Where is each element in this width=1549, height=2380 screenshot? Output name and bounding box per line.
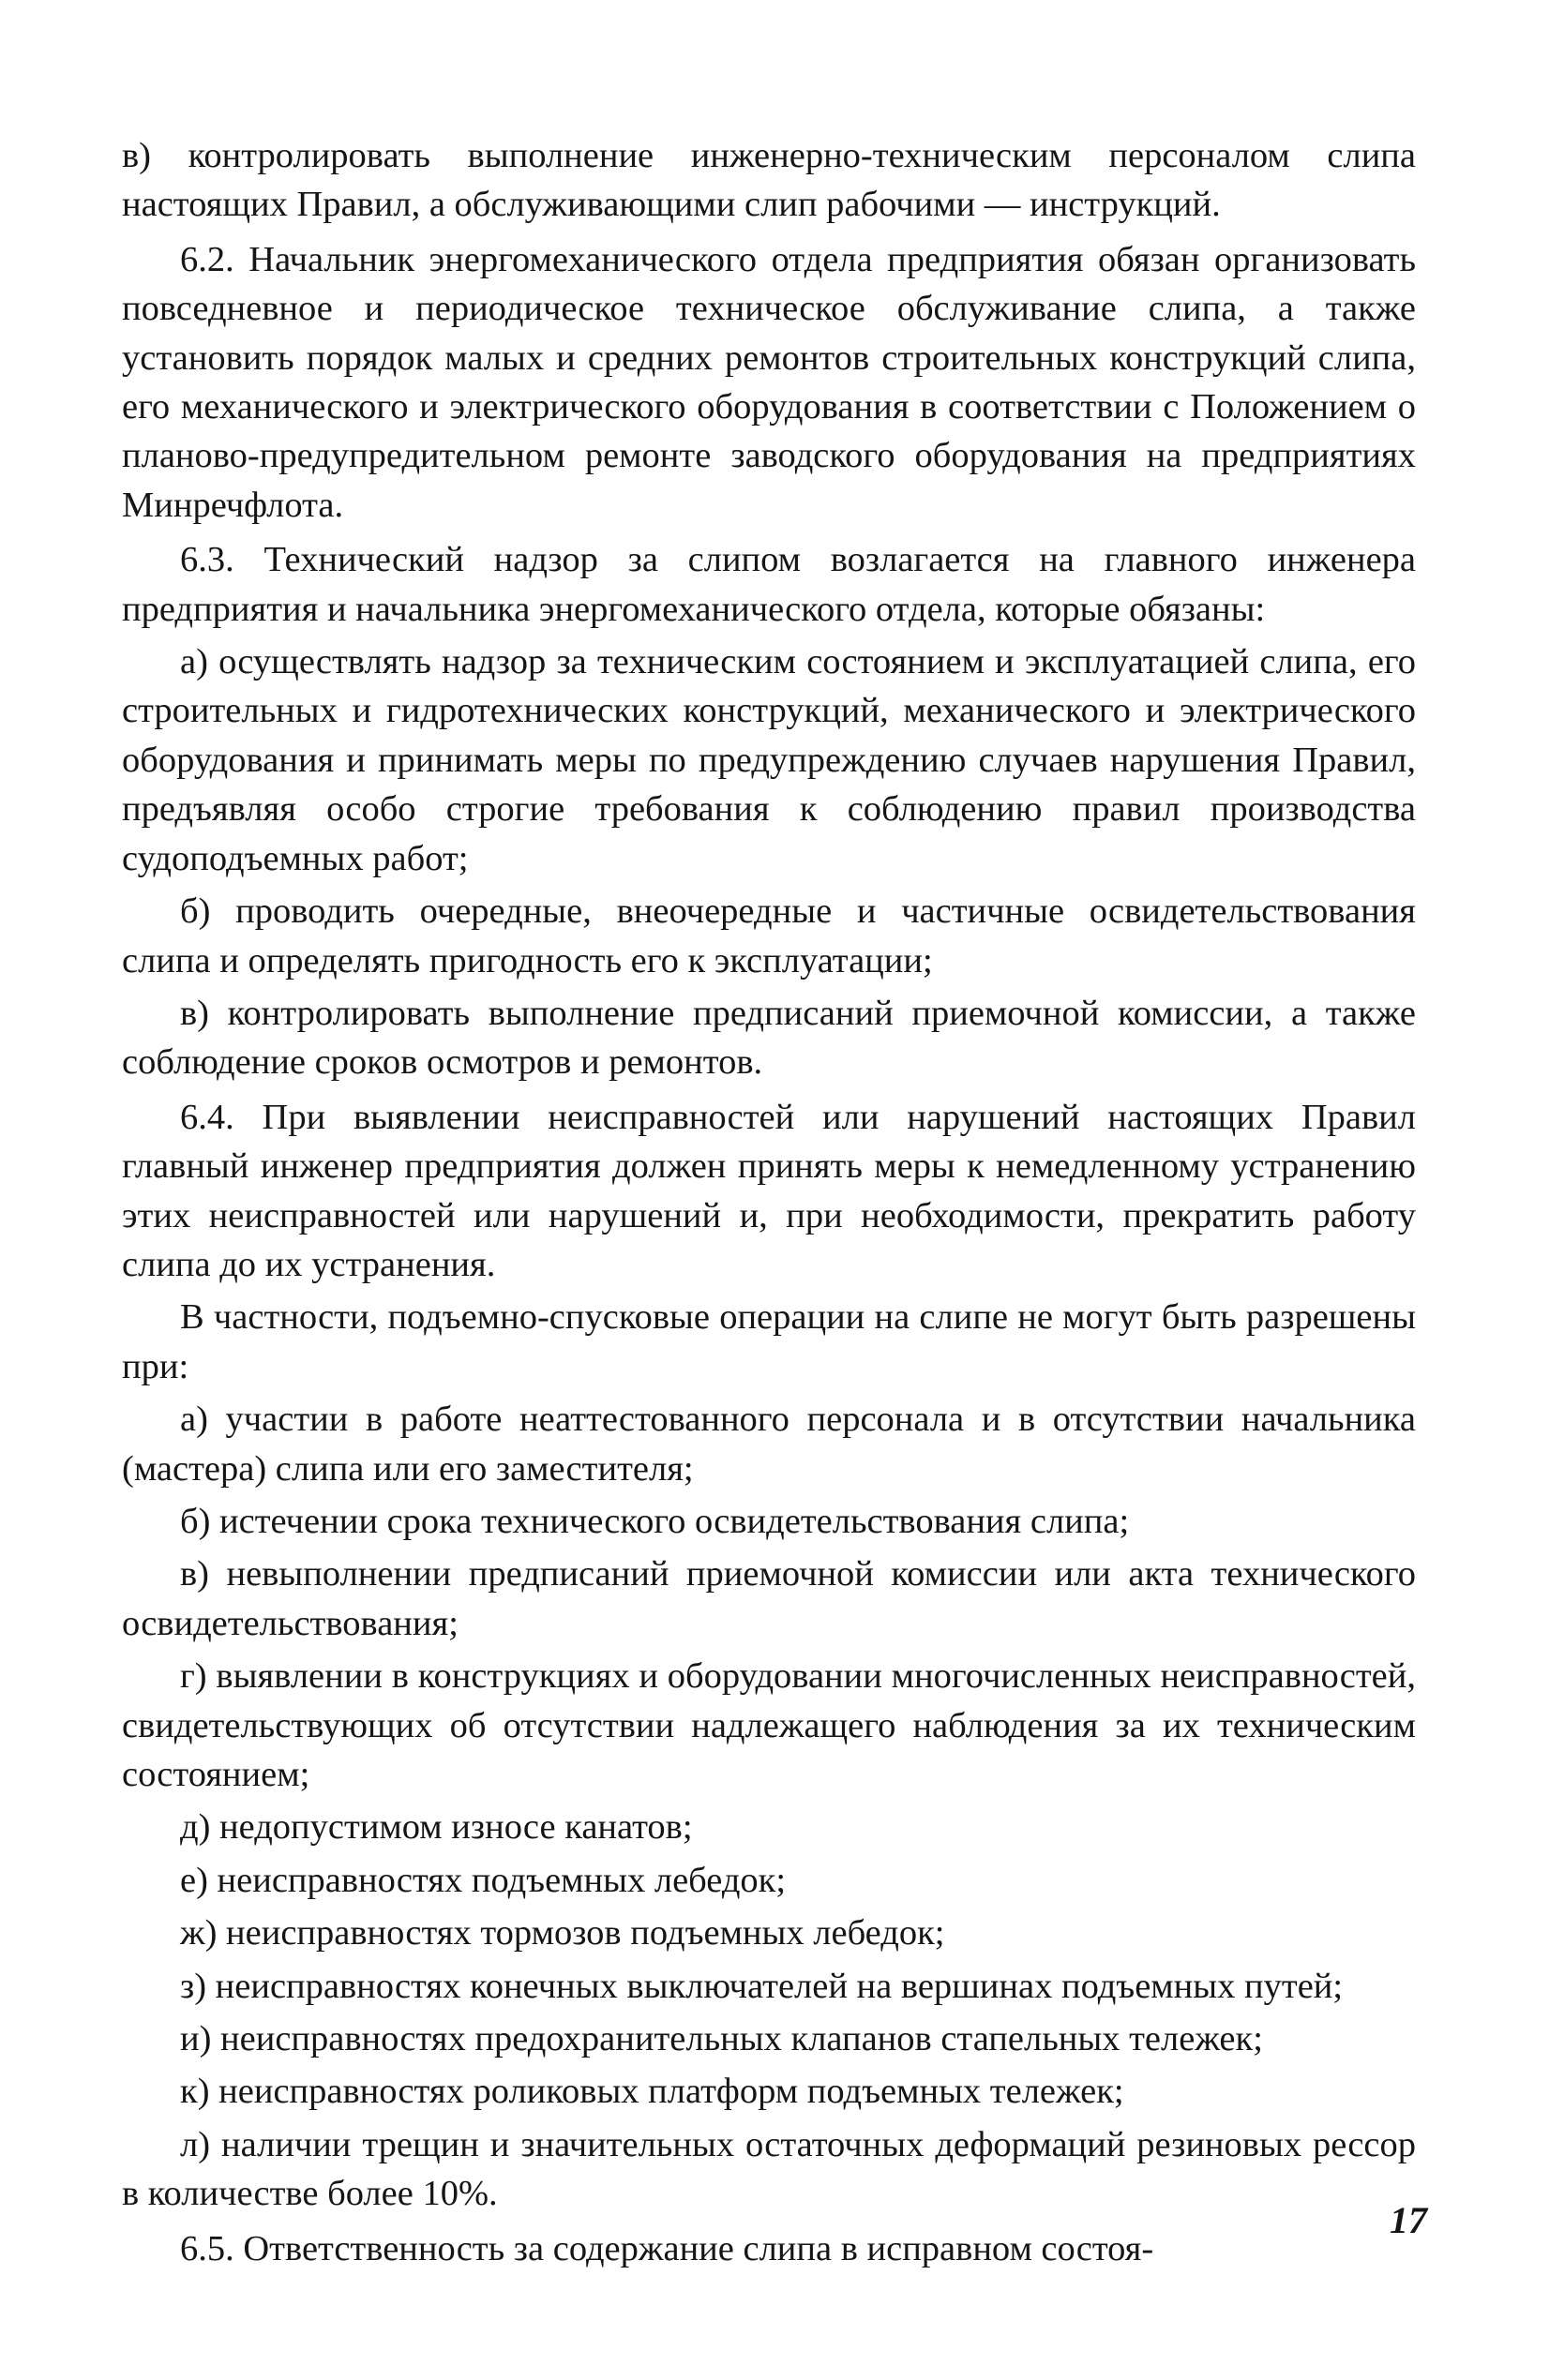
paragraph-6-3: 6.3. Технический надзор за слипом возлагается на главного инженера предприятия и начальника энергомеханического отдела, которые обязаны: (122, 540, 1416, 629)
paragraph-6-5: 6.5. Ответственность за содержание слипа в исправном состоя- (180, 2228, 1154, 2268)
condition-g: ж) неисправностях тормозов подъемных лебедок; (180, 1913, 945, 1953)
paragraph-6-4-intro: В частности, подъемно-спусковые операции на слипе не могут быть разрешены при: (122, 1297, 1416, 1386)
condition-f: е) неисправностях подъемных лебедок; (180, 1860, 787, 1900)
paragraph-6-4: 6.4. При выявлении неисправностей или нарушений настоящих Правил главный инженер предприятия должен принять меры к немедленному устранению этих неисправностей или нарушений и, при необходимости, прекратить работу слипа до их устранения. (122, 1097, 1416, 1284)
condition-i: и) неисправностях предохранительных клапанов стапельных тележек; (180, 2019, 1263, 2059)
paragraph-6-3-c: в) контролировать выполнение предписаний приемочной комиссии, а также соблюдение сроков осмотров и ремонтов. (122, 993, 1416, 1083)
condition-h: з) неисправностях конечных выключателей на вершинах подъемных путей; (180, 1966, 1344, 2006)
paragraph-6-3-b: б) проводить очередные, внеочередные и частичные освидетельствования слипа и определять пригодность его к эксплуатации; (122, 891, 1416, 980)
condition-k: к) неисправностях роликовых платформ подъемных тележек; (180, 2072, 1124, 2112)
condition-b: б) истечении срока технического освидетельствования слипа; (180, 1501, 1130, 1541)
paragraph-6-3-a: а) осуществлять надзор за техническим состоянием и эксплуатацией слипа, его строительных и гидротехнических конструкций, механического и электрического оборудования и принимать меры по предупреждению случаев нарушения Правил, предъявляя особо строгие требования к соблюдению правил производства судоподъемных работ; (122, 642, 1416, 878)
paragraph-6-2: 6.2. Начальник энергомеханического отдела предприятия обязан организовать повседневное и периодическое техническое обслуживание слипа, а также установить порядок малых и средних ремонтов строительных конструкций слипа, его механического и электрического оборудования в соответствии с Положением о планово-предупредительном ремонте заводского оборудования на предприятиях Минречфлота. (122, 239, 1416, 525)
condition-a: а) участии в работе неаттестованного персонала и в отсутствии начальника (мастера) слипа или его заместителя; (122, 1400, 1416, 1489)
condition-e: д) недопустимом износе канатов; (180, 1807, 693, 1848)
condition-l: л) наличии трещин и значительных остаточных деформаций резиновых рессор в количестве более 10%. (122, 2124, 1416, 2214)
document-page (122, 131, 1416, 2273)
condition-d: г) выявлении в конструкциях и оборудовании многочисленных неисправностей, свидетельствующих об отсутствии надлежащего наблюдения за их техническим состоянием; (122, 1656, 1416, 1794)
page-number: 17 (1390, 2199, 1427, 2241)
paragraph-6-1-c: в) контролировать выполнение инженерно-техническим персоналом слипа настоящих Правил, а обслуживающими слип рабочими — инструкций. (122, 136, 1416, 225)
condition-c: в) невыполнении предписаний приемочной комиссии или акта технического освидетельствования; (122, 1554, 1416, 1643)
